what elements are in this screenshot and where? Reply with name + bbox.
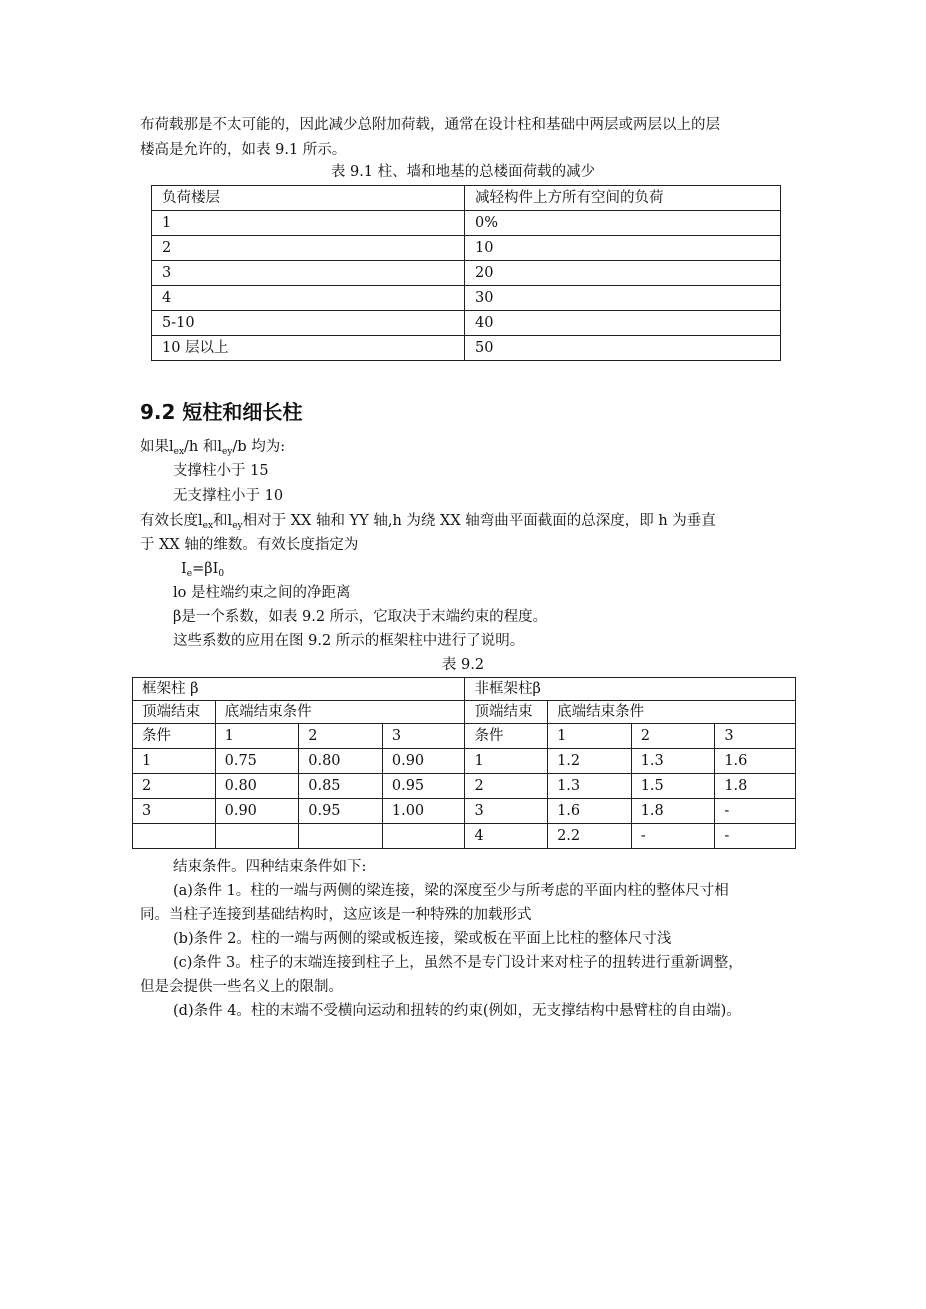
column-header: 2	[299, 724, 383, 749]
table-cell: -	[715, 824, 796, 849]
condition-c-line-2: 但是会提供一些名义上的限制。	[140, 979, 343, 995]
table-header-cell: 减轻构件上方所有空间的负荷	[465, 186, 781, 211]
top-end-label: 条件	[465, 724, 548, 749]
table-cell: 0.75	[215, 749, 299, 774]
column-header: 2	[631, 724, 715, 749]
table-cell: 3	[133, 799, 216, 824]
table-cell: 10 层以上	[152, 336, 465, 361]
condition-a-line-1: (a)条件 1。柱的一端与两侧的梁连接，梁的深度至少与所考虑的平面内柱的整体尺寸相	[173, 883, 729, 899]
condition-c-line-1: (c)条件 3。柱子的末端连接到柱子上，虽然不是专门设计来对柱子的扭转进行重新调整，	[173, 955, 743, 971]
table-cell: 40	[465, 311, 781, 336]
section-heading: 9.2 短柱和细长柱	[140, 400, 303, 424]
top-end-label: 顶端结束	[133, 701, 216, 724]
table2-caption: 表 9.2	[441, 657, 485, 673]
table1-caption: 表 9.1 柱、墙和地基的总楼面荷载的减少	[330, 164, 596, 180]
effective-length-line-2: 于 XX 轴的维数。有效长度指定为	[140, 537, 359, 553]
table-cell: 1.6	[715, 749, 796, 774]
load-reduction-table	[151, 185, 781, 361]
table-cell: 0.90	[215, 799, 299, 824]
table-cell: 0.85	[299, 774, 383, 799]
table-cell: 2	[133, 774, 216, 799]
subscript: ex	[173, 447, 185, 457]
table-cell: 3	[465, 799, 548, 824]
subscript: ey	[222, 447, 233, 457]
unbraced-limit: 无支撑柱小于 10	[173, 488, 284, 504]
table-cell	[133, 824, 216, 849]
beta-coefficient-table	[132, 677, 796, 849]
column-header: 1	[215, 724, 299, 749]
table-row	[152, 311, 781, 336]
table-cell: 3	[152, 261, 465, 286]
end-conditions-intro: 结束条件。四种结束条件如下:	[173, 859, 367, 875]
column-header: 3	[715, 724, 796, 749]
slenderness-condition	[140, 437, 285, 457]
top-end-label: 条件	[133, 724, 216, 749]
table-row	[133, 824, 796, 849]
table-cell: 1.00	[382, 799, 465, 824]
lo-definition: lo 是柱端约束之间的净距离	[173, 585, 351, 601]
column-header: 3	[382, 724, 465, 749]
table-row	[152, 286, 781, 311]
table-cell	[215, 824, 299, 849]
text-fragment: I	[181, 561, 187, 577]
text-fragment: 如果l	[140, 439, 174, 455]
table-cell: 1	[465, 749, 548, 774]
table-header-row	[133, 701, 796, 724]
unbraced-title: 非框架柱β	[465, 678, 796, 701]
table-cell: 0%	[465, 211, 781, 236]
table-cell: 1.8	[631, 799, 715, 824]
table-cell	[382, 824, 465, 849]
table-cell: 4	[465, 824, 548, 849]
table-cell: 20	[465, 261, 781, 286]
text-fragment: 有效长度l	[140, 513, 203, 529]
text-fragment: /h 和l	[184, 439, 223, 455]
bottom-end-label: 底端结束条件	[215, 701, 465, 724]
table-cell: 0.95	[299, 799, 383, 824]
table-row	[133, 749, 796, 774]
table-title-row	[133, 678, 796, 701]
formula	[181, 559, 224, 579]
table-cell: 1.2	[548, 749, 632, 774]
table-cell	[299, 824, 383, 849]
table-cell: 1	[133, 749, 216, 774]
subscript: ey	[232, 521, 243, 531]
text-fragment: =βI	[192, 561, 219, 577]
table-header-row	[133, 724, 796, 749]
table-cell: 30	[465, 286, 781, 311]
table-cell: 1.8	[715, 774, 796, 799]
table-cell: 1.5	[631, 774, 715, 799]
table-cell: 10	[465, 236, 781, 261]
subscript: ex	[202, 521, 214, 531]
intro-line-1: 布荷载那是不太可能的，因此减少总附加荷载，通常在设计柱和基础中两层或两层以上的层	[140, 117, 720, 133]
table-cell: 50	[465, 336, 781, 361]
table-cell: 5-10	[152, 311, 465, 336]
table-cell: 1.3	[631, 749, 715, 774]
table-cell: 4	[152, 286, 465, 311]
table-cell: 0.80	[299, 749, 383, 774]
table-cell: 1.3	[548, 774, 632, 799]
bottom-end-label: 底端结束条件	[548, 701, 796, 724]
table-row	[133, 799, 796, 824]
subscript: e	[186, 569, 193, 579]
column-header: 1	[548, 724, 632, 749]
table-row	[152, 261, 781, 286]
table-cell: 2	[152, 236, 465, 261]
table-row	[152, 336, 781, 361]
effective-length-line-1	[140, 511, 716, 531]
table-header-cell: 负荷楼层	[152, 186, 465, 211]
table-cell: -	[631, 824, 715, 849]
braced-title: 框架柱 β	[133, 678, 465, 701]
condition-b: (b)条件 2。柱的一端与两侧的梁或板连接，梁或板在平面上比柱的整体尺寸浅	[173, 931, 672, 947]
intro-line-2: 楼高是允许的，如表 9.1 所示。	[140, 142, 347, 158]
table-header-row	[152, 186, 781, 211]
condition-d: (d)条件 4。柱的末端不受横向运动和扭转的约束(例如，无支撑结构中悬臂柱的自由端)。	[173, 1003, 741, 1019]
table-cell: 1	[152, 211, 465, 236]
table-cell: 2	[465, 774, 548, 799]
table-cell: 1.6	[548, 799, 632, 824]
text-fragment: 相对于 XX 轴和 YY 轴,h 为绕 XX 轴弯曲平面截面的总深度，即 h 为垂直	[242, 513, 716, 529]
table-row	[133, 774, 796, 799]
text-fragment: 和l	[213, 513, 233, 529]
table-cell: 2.2	[548, 824, 632, 849]
braced-limit: 支撑柱小于 15	[173, 463, 269, 479]
beta-definition: β是一个系数，如表 9.2 所示，它取决于末端约束的程度。	[173, 609, 548, 625]
table-cell: -	[715, 799, 796, 824]
table-cell: 0.95	[382, 774, 465, 799]
application-note: 这些系数的应用在图 9.2 所示的框架柱中进行了说明。	[173, 633, 525, 649]
subscript: 0	[218, 569, 225, 579]
top-end-label: 顶端结束	[465, 701, 548, 724]
text-fragment: /b 均为:	[232, 439, 286, 455]
table-cell: 0.90	[382, 749, 465, 774]
table-row	[152, 211, 781, 236]
table-row	[152, 236, 781, 261]
condition-a-line-2: 同。当柱子连接到基础结构时，这应该是一种特殊的加载形式	[140, 907, 532, 923]
table-cell: 0.80	[215, 774, 299, 799]
